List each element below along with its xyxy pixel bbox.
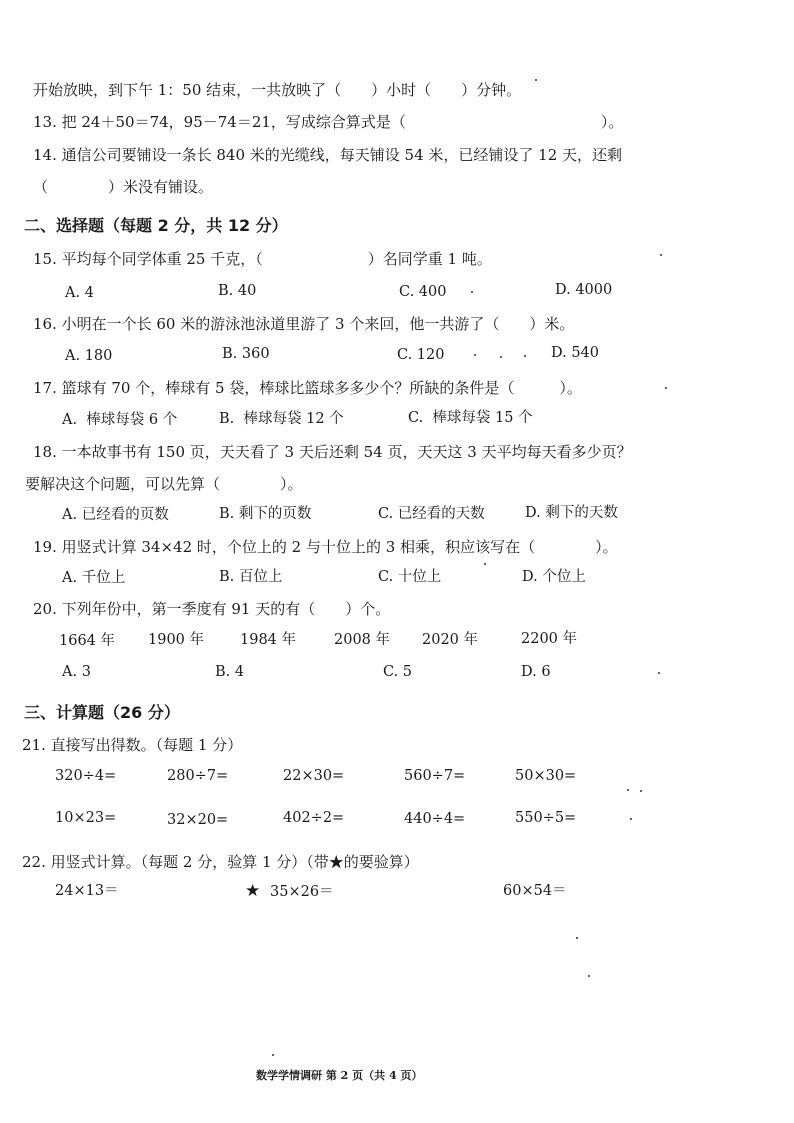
q21-item-5: 50×30= [515, 768, 577, 784]
q20-option-b: B. 4 [215, 664, 245, 680]
q21-item-3: 22×30= [283, 768, 345, 784]
q20-year-3: 1984 年 [240, 632, 297, 648]
q22-item-2: 35×26＝ [270, 884, 334, 900]
q16-option-b: B. 360 [222, 346, 270, 362]
q18-option-c: C. 已经看的天数 [378, 506, 485, 522]
q21-item-1: 320÷4= [55, 768, 117, 784]
scan-speck [272, 1054, 274, 1056]
q19-option-d: D. 个位上 [522, 569, 586, 585]
q20-option-a: A. 3 [62, 664, 91, 680]
q17-option-c: C. 棒球每袋 15 个 [408, 410, 533, 426]
q20-year-5: 2020 年 [422, 632, 479, 648]
q15-option-b: B. 40 [218, 283, 257, 299]
q21-item-10: 550÷5= [515, 810, 577, 826]
q20-year-1: 1664 年 [59, 633, 116, 649]
question-16: 16. 小明在一个长 60 米的游泳池泳道里游了 3 个来回，他一共游了（ ）米。 [33, 315, 575, 333]
q22-item-3: 60×54＝ [503, 883, 567, 899]
q21-item-7: 32×20= [167, 812, 229, 828]
q17-option-a: A. 棒球每袋 6 个 [62, 412, 178, 428]
question-17: 17. 篮球有 70 个，棒球有 5 袋，棒球比篮球多多少个？所缺的条件是（ ）。 [33, 379, 582, 397]
q18-option-b: B. 剩下的页数 [219, 506, 312, 522]
q21-item-9: 440÷4= [404, 811, 466, 827]
scan-speck [630, 818, 632, 820]
q21-item-4: 560÷7= [404, 768, 466, 784]
question-14-line1: 14. 通信公司要铺设一条长 840 米的光缆线，每天铺设 54 米，已经铺设了 12 天，还剩 [33, 146, 623, 164]
q21-item-6: 10×23= [55, 810, 117, 826]
scan-speck [524, 355, 526, 357]
q15-option-d: D. 4000 [555, 282, 613, 298]
q21-item-8: 402÷2= [283, 810, 345, 826]
q16-option-d: D. 540 [551, 345, 600, 361]
q20-year-6: 2200 年 [521, 631, 578, 647]
scan-speck [500, 356, 502, 358]
scan-speck [640, 790, 642, 792]
question-13: 13. 把 24＋50＝74，95－74＝21，写成综合算式是（ ）。 [33, 113, 624, 131]
section-3-title: 三、计算题（26 分） [24, 703, 180, 722]
scan-speck [471, 291, 473, 293]
q15-option-c: C. 400 [399, 284, 447, 300]
q19-option-c: C. 十位上 [378, 569, 442, 585]
q20-year-4: 2008 年 [334, 632, 391, 648]
scan-speck [588, 975, 590, 977]
scan-speck [484, 563, 486, 565]
q20-option-c: C. 5 [383, 664, 413, 680]
q18-option-d: D. 剩下的天数 [525, 505, 618, 521]
scan-speck [660, 254, 662, 256]
question-21: 21. 直接写出得数。（每题 1 分） [22, 736, 243, 754]
scan-speck [627, 789, 629, 791]
q17-option-b: B. 棒球每袋 12 个 [219, 411, 344, 427]
q21-item-2: 280÷7= [167, 768, 229, 784]
scan-speck [535, 79, 537, 81]
q18-option-a: A. 已经看的页数 [62, 507, 169, 523]
question-12-tail: 开始放映，到下午 1：50 结束，一共放映了（ ）小时（ ）分钟。 [33, 81, 522, 99]
question-14-line2: （ ）米没有铺设。 [33, 178, 214, 196]
page-footer: 数学学情调研 第 2 页（共 4 页） [256, 1069, 423, 1082]
scan-speck [576, 937, 578, 939]
q16-option-c: C. 120 [397, 347, 445, 363]
question-19: 19. 用竖式计算 34×42 时，个位上的 2 与十位上的 3 相乘，积应该写在（ ）。 [33, 538, 618, 556]
question-20: 20. 下列年份中，第一季度有 91 天的有（ ）个。 [33, 600, 391, 618]
scan-speck [665, 387, 667, 389]
q16-option-a: A. 180 [65, 348, 113, 364]
q15-option-a: A. 4 [65, 285, 94, 301]
q19-option-b: B. 百位上 [219, 569, 283, 585]
q20-option-d: D. 6 [521, 664, 551, 680]
scan-speck [658, 672, 660, 674]
q22-item-1: 24×13＝ [55, 883, 119, 899]
question-22: 22. 用竖式计算。（每题 2 分，验算 1 分）（带★的要验算） [22, 853, 419, 871]
scan-speck [474, 354, 476, 356]
q20-year-2: 1900 年 [148, 632, 205, 648]
section-2-title: 二、选择题（每题 2 分，共 12 分） [24, 216, 288, 235]
star-icon: ★ [245, 881, 261, 901]
question-18-line1: 18. 一本故事书有 150 页，天天看了 3 天后还剩 54 页，天天这 3 天平均每天看多少页？ [33, 443, 632, 461]
q19-option-a: A. 千位上 [62, 570, 126, 586]
question-18-line2: 要解决这个问题，可以先算（ ）。 [25, 475, 303, 493]
question-15: 15. 平均每个同学体重 25 千克，（ ）名同学重 1 吨。 [33, 250, 492, 268]
